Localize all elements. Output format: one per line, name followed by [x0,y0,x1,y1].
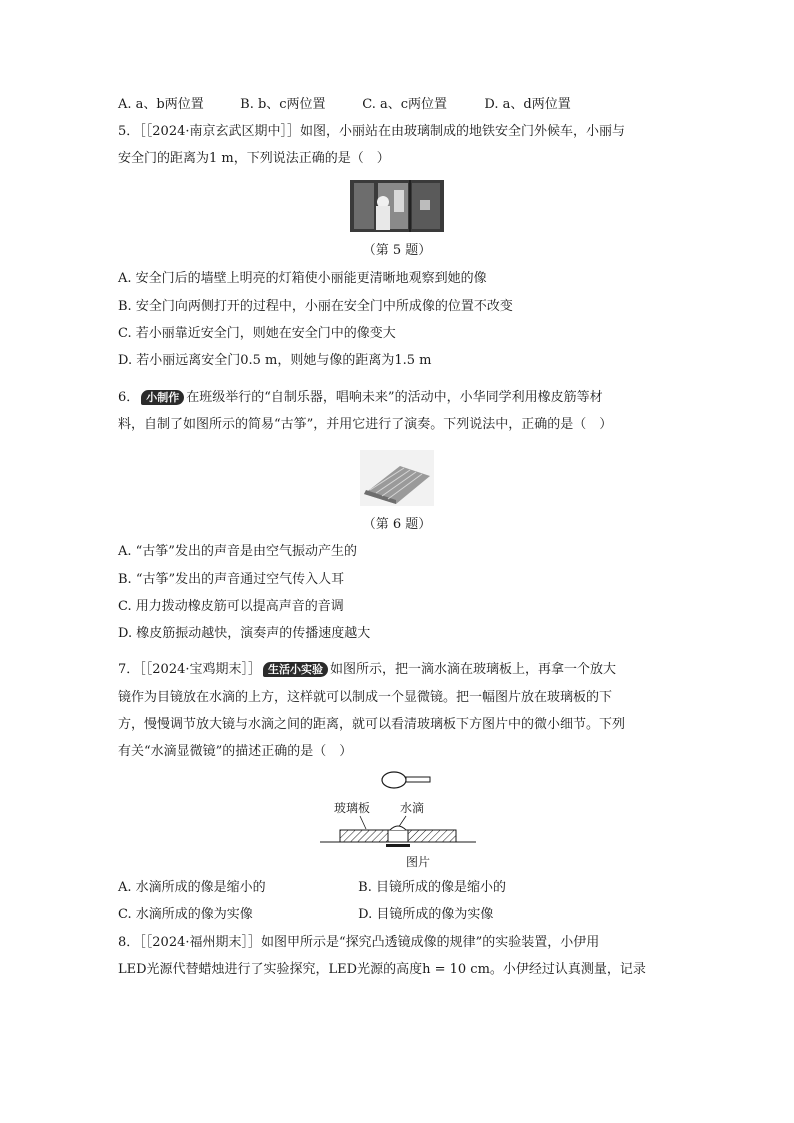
q4-option-b[interactable]: B. b、c两位置 [240,97,326,112]
q5-stem-line2: 安全门的距离为1 m，下列说法正确的是（ ） [118,151,390,166]
q6-number: 6． [118,390,140,405]
q6-caption: （第 6 题） [362,517,432,532]
q7-stem-text: 如图所示，把一滴水滴在玻璃板上，再拿一个放大 [330,662,617,677]
q7-stem-line2: 镜作为目镜放在水滴的上方，这样就可以制成一个显微镜。把一幅图片放在玻璃板的下 [118,690,613,705]
q7-prefix: 7．［［2024·宝鸡期末］］ [118,662,261,677]
q5-option-c[interactable]: C. 若小丽靠近安全门，则她在安全门中的像变大 [118,326,396,341]
label-picture: 图片 [406,855,431,869]
q7-tag-badge: 生活小实验 [263,662,328,677]
q6-option-b[interactable]: B. “古筝”发出的声音通过空气传入人耳 [118,572,345,587]
label-glass-plate: 玻璃板 [334,801,371,815]
q7-microscope-diagram [320,766,480,872]
q7-options-row1 [118,879,506,897]
q4-option-a[interactable]: A. a、b两位置 [118,97,204,112]
q7-options-row2 [118,906,493,924]
q8-stem-line1: 8．［［2024·福州期末］］如图甲所示是“探究凸透镜成像的规律”的实验装置，小伊用 [118,935,600,950]
q4-option-d[interactable]: D. a、d两位置 [484,97,571,112]
q5-option-a[interactable]: A. 安全门后的墙壁上明亮的灯箱使小丽能更清晰地观察到她的像 [118,271,487,286]
q4-options [118,96,571,114]
q5-stem-line1: 5．［［2024·南京玄武区期中］］如图，小丽站在由玻璃制成的地铁安全门外候车，小丽与 [118,124,625,139]
q6-option-c[interactable]: C. 用力拨动橡皮筋可以提高声音的音调 [118,599,344,614]
q6-option-d[interactable]: D. 橡皮筋振动越快，演奏声的传播速度越大 [118,626,371,641]
magnifier-icon [382,772,430,788]
q7-stem-line1 [118,661,616,679]
q8-stem-line2: LED光源代替蜡烛进行了实验探究，LED光源的高度h = 10 cm。小伊经过认真测量，记录 [118,962,646,977]
q6-stem-line1 [118,389,603,407]
q5-option-b[interactable]: B. 安全门向两侧打开的过程中，小丽在安全门中所成像的位置不改变 [118,299,513,314]
q7-option-a[interactable]: A. 水滴所成的像是缩小的 [118,880,266,895]
q5-photo [350,180,444,232]
q6-photo [360,450,434,506]
q6-stem-line2: 料，自制了如图所示的简易“古筝”，并用它进行了演奏。下列说法中，正确的是（ ） [118,417,613,432]
q4-option-c[interactable]: C. a、c两位置 [362,97,448,112]
q7-stem-line3: 方，慢慢调节放大镜与水滴之间的距离，就可以看清玻璃板下方图片中的微小细节。下列 [118,717,626,732]
label-water-drop: 水滴 [400,801,425,815]
q7-stem-line4: 有关“水滴显微镜”的描述正确的是（ ） [118,744,353,759]
q5-caption: （第 5 题） [362,243,432,258]
q6-tag-badge: 小制作 [141,390,184,405]
q6-stem-text: 在班级举行的“自制乐器，唱响未来”的活动中，小华同学利用橡皮筋等材 [186,390,603,405]
q7-option-b[interactable]: B. 目镜所成的像是缩小的 [358,880,506,895]
q7-option-c[interactable]: C. 水滴所成的像为实像 [118,907,253,922]
q5-option-d[interactable]: D. 若小丽远离安全门0.5 m，则她与像的距离为1.5 m [118,353,432,368]
q6-option-a[interactable]: A. “古筝”发出的声音是由空气振动产生的 [118,544,357,559]
q7-option-d[interactable]: D. 目镜所成的像为实像 [358,907,494,922]
